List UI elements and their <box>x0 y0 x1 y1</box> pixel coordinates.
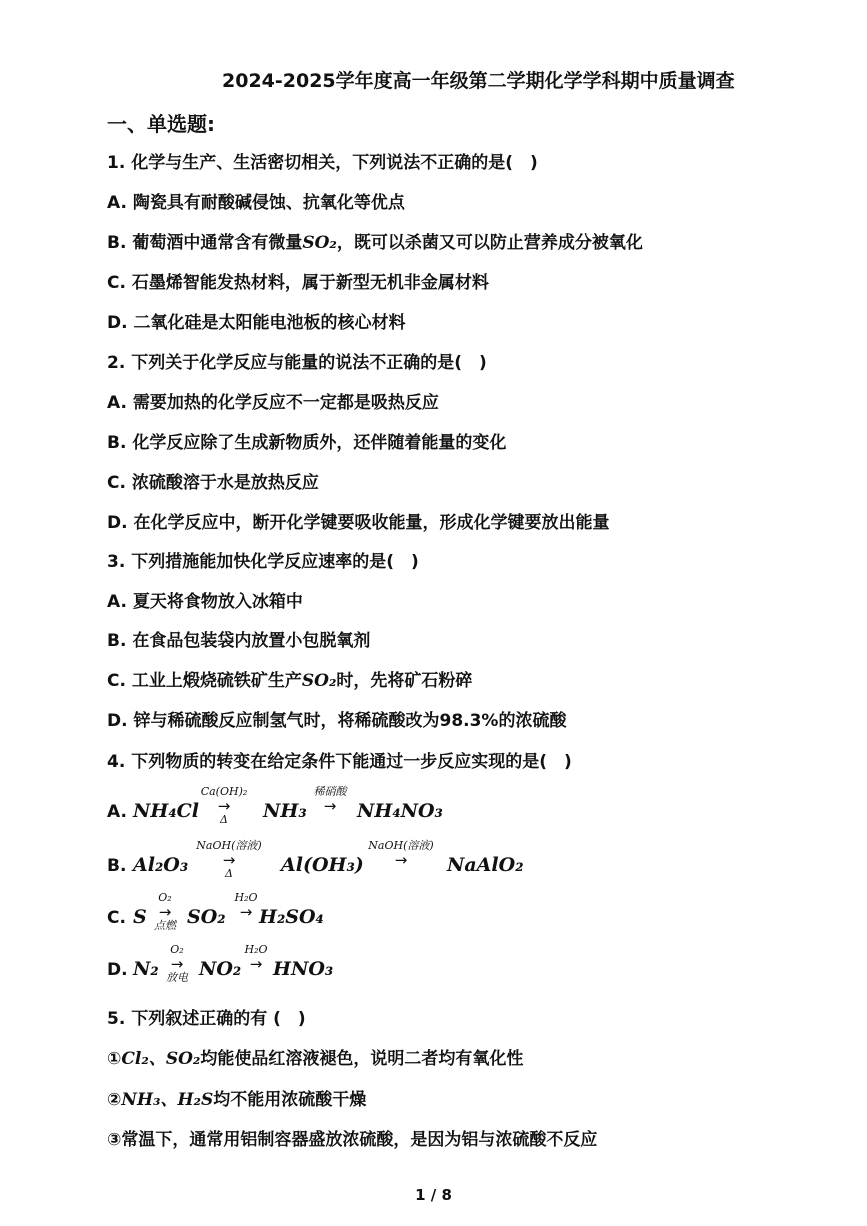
q3-option-a: A. 夏天将食物放入冰箱中 <box>107 592 303 612</box>
q5-item-2-marker: ② <box>107 1090 122 1110</box>
arrow-condition-top: NaOH(溶液) <box>196 839 262 852</box>
arrow-condition-top: H₂O <box>234 891 258 904</box>
hno3-formula: HNO₃ <box>273 958 334 980</box>
q4-option-b-label: B. <box>107 856 127 876</box>
nh4no3-formula: NH₄NO₃ <box>357 800 443 822</box>
q2-stem: 2. 下列关于化学反应与能量的说法不正确的是( ) <box>107 353 487 373</box>
exam-title: 2024-2025学年度高一年级第二学期化学学科期中质量调查 <box>222 70 735 92</box>
reaction-arrow <box>159 944 195 984</box>
arrow-condition-top: O₂ <box>170 943 184 956</box>
q1-option-c: C. 石墨烯智能发热材料，属于新型无机非金属材料 <box>107 273 489 293</box>
q3-option-b: B. 在食品包装袋内放置小包脱氧剂 <box>107 631 371 651</box>
q4-option-a <box>107 784 807 844</box>
reaction-arrow <box>199 786 249 826</box>
nh3-formula: NH₃ <box>263 800 307 822</box>
q4-option-c <box>107 890 807 950</box>
q4-option-c-label: C. <box>107 908 126 928</box>
arrow-symbol: → <box>249 955 263 973</box>
page-number: 1 / 8 <box>415 1186 452 1204</box>
arrow-condition-top: H₂O <box>244 943 268 956</box>
s-formula: S <box>133 906 147 928</box>
q2-option-a: A. 需要加热的化学反应不一定都是吸热反应 <box>107 393 439 413</box>
q1-option-b-text: B. 葡萄酒中通常含有微量 <box>107 233 303 253</box>
q1-option-d: D. 二氧化硅是太阳能电池板的核心材料 <box>107 313 406 333</box>
q3-stem: 3. 下列措施能加快化学反应速率的是( ) <box>107 552 419 572</box>
reaction-arrow <box>239 944 273 972</box>
q3-option-c-text-end: 时，先将矿石粉碎 <box>336 671 473 691</box>
naalo2-formula: NaAlO₂ <box>447 854 524 876</box>
arrow-condition-top: O₂ <box>158 891 172 904</box>
q1-option-a: A. 陶瓷具有耐酸碱侵蚀、抗氧化等优点 <box>107 193 405 213</box>
q2-option-d: D. 在化学反应中，断开化学键要吸收能量，形成化学键要放出能量 <box>107 513 610 533</box>
q5-item-1-text: 均能使品红溶液褪色，说明二者均有氧化性 <box>200 1049 524 1069</box>
so2-formula: SO₂ <box>301 671 337 691</box>
nh3-h2s-formula: NH₃、H₂S <box>121 1090 214 1110</box>
q1-stem: 1. 化学与生产、生活密切相关，下列说法不正确的是( ) <box>107 153 538 173</box>
q3-option-d: D. 锌与稀硫酸反应制氢气时，将稀硫酸改为98.3%的浓硫酸 <box>107 711 567 731</box>
h2so4-formula: H₂SO₄ <box>259 906 324 928</box>
q4-option-a-label: A. <box>107 802 127 822</box>
arrow-symbol: → <box>158 903 172 921</box>
arrow-condition-bottom: 点燃 <box>154 919 176 932</box>
q1-option-b <box>107 228 643 253</box>
so2-formula: SO₂ <box>302 233 337 253</box>
section-heading: 一、单选题: <box>107 112 215 136</box>
q2-option-b: B. 化学反应除了生成新物质外，还伴随着能量的变化 <box>107 433 507 453</box>
q4-option-b <box>107 838 807 898</box>
arrow-symbol: → <box>217 797 231 815</box>
arrow-condition-top: 稀硝酸 <box>313 785 347 798</box>
q3-option-c-text: C. 工业上煅烧硫铁矿生产 <box>107 671 302 691</box>
cl2-so2-formula: Cl₂、SO₂ <box>121 1049 201 1069</box>
arrow-condition-top: Ca(OH)₂ <box>200 785 248 798</box>
q4-option-d <box>107 942 807 1002</box>
arrow-condition-bottom: Δ <box>225 867 233 880</box>
arrow-symbol: → <box>239 903 253 921</box>
q5-item-1-marker: ① <box>107 1049 122 1069</box>
q5-item-1 <box>107 1044 523 1069</box>
so2-formula: SO₂ <box>187 906 226 928</box>
al2o3-formula: Al₂O₃ <box>133 854 189 876</box>
arrow-condition-top: NaOH(溶液) <box>368 839 434 852</box>
reaction-arrow <box>187 840 271 880</box>
nh4cl-formula: NH₄Cl <box>133 800 199 822</box>
q5-item-2-text: 均不能用浓硫酸干燥 <box>213 1090 367 1110</box>
reaction-arrow <box>229 892 263 920</box>
q4-stem: 4. 下列物质的转变在给定条件下能通过一步反应实现的是( ) <box>107 752 572 772</box>
aloh3-formula: Al(OH₃) <box>281 854 364 876</box>
q4-option-d-label: D. <box>107 960 128 980</box>
n2-formula: N₂ <box>133 958 159 980</box>
arrow-condition-bottom: Δ <box>220 813 228 826</box>
q3-option-c <box>107 666 472 691</box>
reaction-arrow <box>147 892 183 932</box>
q5-item-3: ③常温下，通常用铝制容器盛放浓硫酸，是因为铝与浓硫酸不反应 <box>107 1130 598 1150</box>
arrow-symbol: → <box>222 851 236 869</box>
reaction-arrow <box>359 840 443 868</box>
arrow-symbol: → <box>394 851 408 869</box>
q5-item-2 <box>107 1085 366 1110</box>
arrow-symbol: → <box>323 797 337 815</box>
q1-option-b-text-end: ，既可以杀菌又可以防止营养成分被氧化 <box>336 233 643 253</box>
no2-formula: NO₂ <box>199 958 242 980</box>
q5-stem: 5. 下列叙述正确的有 ( ) <box>107 1009 306 1029</box>
q2-option-c: C. 浓硫酸溶于水是放热反应 <box>107 473 319 493</box>
reaction-arrow <box>307 786 353 814</box>
arrow-condition-bottom: 放电 <box>166 971 188 984</box>
arrow-symbol: → <box>170 955 184 973</box>
